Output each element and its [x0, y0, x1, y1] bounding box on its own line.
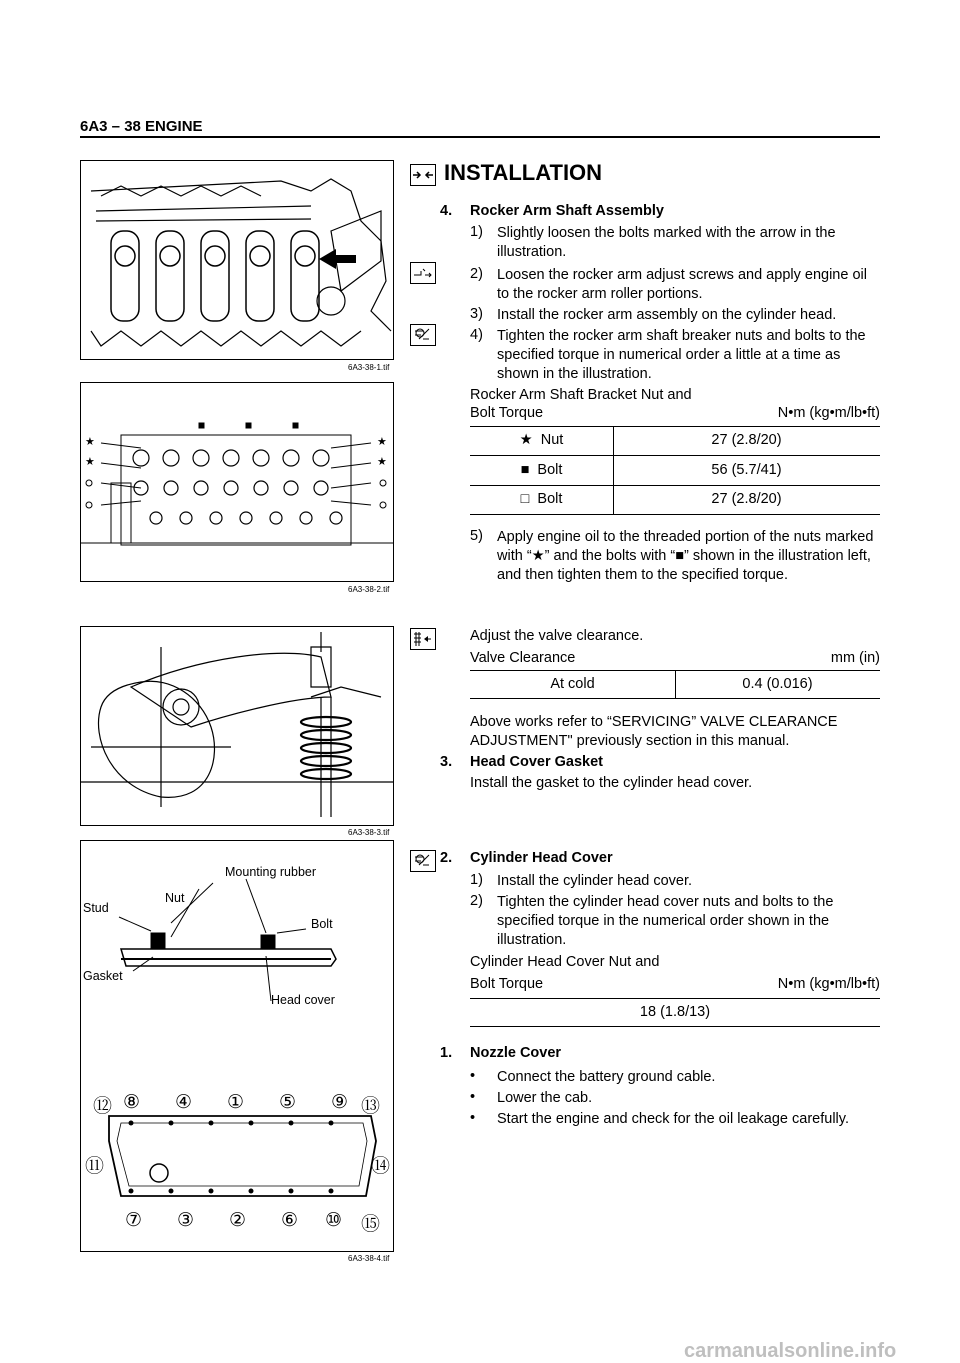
order-1: ① — [227, 1092, 245, 1113]
torque-value: 27 (2.8/20) — [711, 432, 782, 448]
table-cell — [470, 462, 613, 478]
step-title: Head Cover Gasket — [470, 754, 603, 770]
order-9: ⑨ — [331, 1092, 349, 1113]
label-bolt: Bolt — [311, 917, 333, 931]
label-stud: Stud — [83, 901, 109, 915]
order-12: ⑫ — [93, 1096, 113, 1117]
step-title: Cylinder Head Cover — [470, 850, 613, 866]
step-title: Rocker Arm Shaft Assembly — [470, 203, 664, 219]
table-rule — [470, 426, 880, 427]
bullet-dot: • — [470, 1068, 476, 1084]
part-name: Bolt — [537, 462, 563, 478]
figure-cylinder-head-torque-order — [80, 382, 394, 582]
order-10: ⑩ — [325, 1210, 343, 1231]
open-square-mark: □ — [520, 491, 530, 507]
table-rule — [470, 1026, 880, 1027]
label-mounting-rubber: Mounting rubber — [225, 865, 317, 879]
torque-icon — [410, 324, 436, 346]
order-15: ⑮ — [361, 1214, 381, 1235]
valve-value: 0.4 (0.016) — [742, 676, 813, 692]
step-number: 3. — [440, 754, 453, 770]
table-cell — [470, 432, 613, 448]
figure-rocker-arm-assembly — [80, 160, 394, 360]
torque-value: 27 (2.8/20) — [711, 491, 782, 507]
order-5: ⑤ — [279, 1092, 297, 1113]
item-number: 2) — [470, 893, 483, 909]
bullet-text: Start the engine and check for the oil leakage carefully. — [497, 1111, 849, 1127]
square-mark: ■ — [520, 462, 530, 478]
item-text: Tighten the cylinder head cover nuts and bolts to the specified torque in the numerical order shown in the illustration. — [497, 894, 834, 948]
torque-unit: N•m (kg•m/lb•ft) — [777, 976, 880, 992]
part-name: Nut — [540, 432, 564, 448]
item-text: Slightly loosen the bolts marked with the arrow in the illustration. — [497, 225, 836, 260]
svg-text:★: ★ — [85, 436, 95, 448]
torque-value: 18 (1.8/13) — [639, 1004, 711, 1020]
step-number: 4. — [440, 203, 453, 219]
item-text: Install the cylinder head cover. — [497, 873, 693, 889]
torque-unit: N•m (kg•m/lb•ft) — [777, 405, 880, 421]
adjust-icon — [410, 628, 436, 650]
item-number: 5) — [470, 528, 483, 544]
bullet-dot: • — [470, 1089, 476, 1105]
step-title: Nozzle Cover — [470, 1045, 562, 1061]
torque-label: Bolt Torque — [470, 405, 544, 421]
label-gasket: Gasket — [83, 969, 123, 983]
torque-icon — [410, 850, 436, 872]
step-number: 2. — [440, 850, 453, 866]
torque-value: 56 (5.7/41) — [711, 462, 782, 478]
valve-text: Adjust the valve clearance. — [470, 628, 644, 644]
valve-condition: At cold — [550, 676, 595, 692]
step-number: 1. — [440, 1045, 453, 1061]
table-cell — [470, 491, 613, 507]
svg-text:★: ★ — [377, 456, 387, 468]
table-rule — [470, 455, 880, 456]
step-text: Install the gasket to the cylinder head cover. — [470, 775, 753, 791]
order-4: ④ — [175, 1092, 193, 1113]
table-rule — [470, 998, 880, 999]
label-nut: Nut — [165, 891, 185, 905]
item-text: Install the rocker arm assembly on the cylinder head. — [497, 307, 837, 323]
table-rule — [470, 485, 880, 486]
part-name: Bolt — [537, 491, 563, 507]
table-rule — [470, 698, 880, 699]
table-rule — [470, 514, 880, 515]
bullet-dot: • — [470, 1110, 476, 1126]
star-mark: ★ — [519, 432, 533, 448]
order-13: ⑬ — [361, 1096, 381, 1117]
figure-caption: 6A3-38-1.tif — [348, 363, 390, 372]
item-text: Loosen the rocker arm adjust screws and apply engine oil to the rocker arm roller portions. — [497, 267, 867, 302]
header-rule — [80, 136, 880, 138]
item-number: 2) — [470, 266, 483, 282]
item-text: Tighten the rocker arm shaft breaker nuts and bolts to the specified torque in numerical order a little at a time as shown in the illustration. — [497, 328, 866, 382]
item-number: 4) — [470, 327, 483, 343]
bullet-text: Lower the cab. — [497, 1090, 593, 1106]
label-head-cover: Head cover — [271, 993, 335, 1007]
item-number: 1) — [470, 872, 483, 888]
figure-caption: 6A3-38-2.tif — [348, 585, 390, 594]
valve-unit: mm (in) — [830, 650, 880, 666]
order-8: ⑧ — [123, 1092, 141, 1113]
torque-label: Bolt Torque — [470, 976, 544, 992]
order-11: ⑪ — [85, 1156, 105, 1177]
order-3: ③ — [177, 1210, 195, 1231]
oil-apply-icon — [410, 262, 436, 284]
figure-valve-clearance — [80, 626, 394, 826]
figure-caption: 6A3-38-4.tif — [348, 1254, 390, 1263]
torque-label: Rocker Arm Shaft Bracket Nut and — [470, 387, 692, 403]
order-14: ⑭ — [371, 1156, 391, 1177]
watermark: carmanualsonline.info — [684, 1340, 897, 1362]
svg-text:★: ★ — [85, 456, 95, 468]
order-6: ⑥ — [281, 1210, 299, 1231]
item-number: 1) — [470, 224, 483, 240]
svg-text:★: ★ — [377, 436, 387, 448]
item-text: Apply engine oil to the threaded portion of the nuts marked with “★” and the bolts with “■” shown in the illustration left, and then tighten them to the specified torque. — [497, 529, 874, 583]
valve-label: Valve Clearance — [470, 650, 576, 666]
torque-label: Cylinder Head Cover Nut and — [470, 954, 660, 970]
figure-caption: 6A3-38-3.tif — [348, 828, 390, 837]
installation-icon — [410, 164, 436, 186]
order-7: ⑦ — [125, 1210, 143, 1231]
order-2: ② — [229, 1210, 247, 1231]
page-header: 6A3 – 38 ENGINE — [80, 118, 203, 135]
valve-note: Above works refer to “SERVICING” VALVE CLEARANCE ADJUSTMENT" previously section in this manual. — [470, 714, 838, 749]
bullet-text: Connect the battery ground cable. — [497, 1069, 716, 1085]
item-number: 3) — [470, 306, 483, 322]
section-title: INSTALLATION — [444, 160, 603, 185]
figure-head-cover — [80, 840, 394, 1252]
